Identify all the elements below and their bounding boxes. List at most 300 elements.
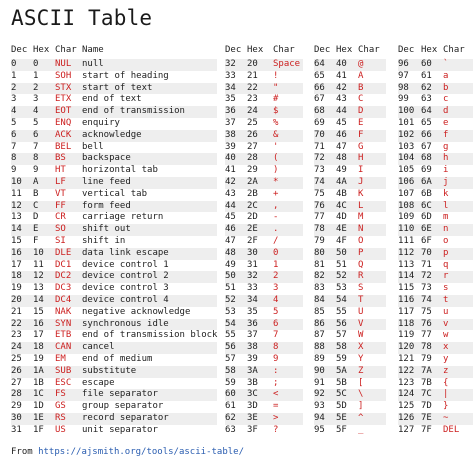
cell-char: < <box>273 389 303 401</box>
cell-dec: 71 <box>314 141 325 152</box>
table-row <box>314 425 386 437</box>
cell-dec: 94 <box>314 413 336 425</box>
cell-dec: 74 <box>314 177 336 189</box>
cell-char: , <box>273 201 303 213</box>
cell-name: bell <box>82 141 104 152</box>
cell-dec: 114 <box>398 271 421 283</box>
table-row <box>398 260 473 272</box>
cell-dec: 99 <box>398 94 409 105</box>
cell-dec: 55 <box>225 330 236 341</box>
cell-hex: 27 <box>247 141 258 152</box>
table-row <box>314 389 386 401</box>
cell-name: synchronous idle <box>82 319 217 331</box>
ascii-table-block-uppercase <box>314 45 386 437</box>
ascii-table-block-lowercase <box>398 45 473 437</box>
cell-dec: 46 <box>225 224 247 236</box>
table-row <box>398 401 473 413</box>
table-row <box>314 260 386 272</box>
cell-char: ! <box>273 70 279 81</box>
cell-char: = <box>273 401 279 412</box>
table-row <box>314 342 386 354</box>
table-row <box>398 94 473 106</box>
table-row <box>225 224 303 236</box>
cell-char: / <box>273 235 279 246</box>
cell-dec: 33 <box>225 70 236 81</box>
cell-hex: 79 <box>421 353 432 364</box>
cell-dec: 18 <box>11 271 33 283</box>
cell-char: R <box>358 271 386 283</box>
table-row <box>314 224 386 236</box>
cell-dec: 120 <box>398 342 421 354</box>
cell-dec: 16 <box>11 248 33 260</box>
cell-char: K <box>358 188 364 199</box>
table-row <box>314 319 386 331</box>
cell-dec: 93 <box>314 401 325 412</box>
cell-char: ' <box>273 141 279 152</box>
cell-char: G <box>358 141 364 152</box>
table-row <box>314 71 386 83</box>
cell-dec: 62 <box>225 413 247 425</box>
cell-char: M <box>358 212 364 223</box>
table-row <box>11 236 217 248</box>
cell-char: ^ <box>358 413 386 425</box>
cell-char: VT <box>55 188 66 199</box>
cell-char: O <box>358 235 364 246</box>
cell-char: ACK <box>55 130 82 142</box>
cell-dec: 77 <box>314 212 325 223</box>
cell-dec: 95 <box>314 424 325 435</box>
cell-char: r <box>443 271 473 283</box>
cell-hex: 26 <box>247 130 273 142</box>
cell-char: c <box>443 94 449 105</box>
table-row <box>314 307 386 319</box>
cell-dec: 124 <box>398 389 421 401</box>
cell-hex: 45 <box>336 117 347 128</box>
cell-hex: 1B <box>33 377 44 388</box>
cell-char: g <box>443 141 449 152</box>
table-row <box>314 401 386 413</box>
table-row <box>225 307 303 319</box>
table-row <box>314 366 386 378</box>
table-row <box>314 378 386 390</box>
table-row <box>314 165 386 177</box>
cell-char: v <box>443 319 473 331</box>
cell-char: SOH <box>55 70 72 81</box>
cell-char: s <box>443 283 449 294</box>
cell-hex: 8 <box>33 153 55 165</box>
cell-dec: 29 <box>11 401 22 412</box>
table-row <box>398 342 473 354</box>
cell-hex: 6F <box>421 235 432 246</box>
cell-char: T <box>358 295 386 307</box>
cell-hex: 15 <box>33 306 44 317</box>
table-row <box>11 413 217 425</box>
table-row <box>314 142 386 154</box>
cell-hex: 25 <box>247 117 258 128</box>
cell-dec: 52 <box>225 295 247 307</box>
table-row <box>314 236 386 248</box>
table-row <box>11 94 217 106</box>
cell-char: k <box>443 188 449 199</box>
cell-hex: 43 <box>336 94 347 105</box>
cell-hex: 7B <box>421 377 432 388</box>
cell-char: NUL <box>55 59 82 71</box>
source-prefix: From <box>11 447 39 457</box>
cell-name: device control 1 <box>82 259 169 270</box>
cell-hex: 77 <box>421 330 432 341</box>
cell-dec: 50 <box>225 271 247 283</box>
cell-dec: 89 <box>314 353 325 364</box>
cell-dec: 76 <box>314 201 336 213</box>
cell-hex: 28 <box>247 153 273 165</box>
cell-hex: 63 <box>421 94 432 105</box>
cell-char: P <box>358 248 386 260</box>
source-line <box>11 447 244 457</box>
table-row <box>398 71 473 83</box>
cell-name: null <box>82 59 217 71</box>
cell-hex: 2E <box>247 224 273 236</box>
cell-name: substitute <box>82 366 217 378</box>
cell-dec: 81 <box>314 259 325 270</box>
cell-char: SYN <box>55 319 82 331</box>
table-row <box>11 71 217 83</box>
cell-char: L <box>358 201 386 213</box>
cell-name: horizontal tab <box>82 165 158 176</box>
cell-hex: 12 <box>33 271 55 283</box>
cell-name: shift in <box>82 235 126 246</box>
cell-hex: 40 <box>336 59 358 71</box>
cell-name: start of text <box>82 83 217 95</box>
cell-hex: F <box>33 235 39 246</box>
cell-dec: 6 <box>11 130 33 142</box>
cell-char: a <box>443 70 449 81</box>
cell-char: N <box>358 224 386 236</box>
table-row <box>11 342 217 354</box>
cell-hex: 3D <box>247 401 258 412</box>
table-row <box>398 59 473 71</box>
cell-char: $ <box>273 106 303 118</box>
table-row <box>11 142 217 154</box>
cell-hex: 4B <box>336 188 347 199</box>
cell-hex: 18 <box>33 342 55 354</box>
cell-char: @ <box>358 59 386 71</box>
cell-hex: 55 <box>336 306 347 317</box>
cell-dec: 70 <box>314 130 336 142</box>
cell-char: GS <box>55 401 66 412</box>
cell-dec: 79 <box>314 235 325 246</box>
cell-hex: 4F <box>336 235 347 246</box>
cell-char: \ <box>358 389 386 401</box>
table-row <box>11 295 217 307</box>
cell-dec: 1 <box>11 70 17 81</box>
table-row <box>11 389 217 401</box>
cell-dec: 35 <box>225 94 236 105</box>
cell-hex: 10 <box>33 248 55 260</box>
cell-char: d <box>443 106 473 118</box>
cell-dec: 105 <box>398 165 415 176</box>
table-row <box>398 118 473 130</box>
cell-char: o <box>443 235 449 246</box>
ascii-table <box>11 45 217 437</box>
table-row <box>225 413 303 425</box>
cell-hex: 6B <box>421 188 432 199</box>
cell-dec: 67 <box>314 94 325 105</box>
cell-char: U <box>358 306 364 317</box>
table-row <box>225 354 303 366</box>
cell-hex: 4C <box>336 201 358 213</box>
cell-char: i <box>443 165 449 176</box>
cell-dec: 22 <box>11 319 33 331</box>
cell-dec: 85 <box>314 306 325 317</box>
cell-hex: 11 <box>33 259 44 270</box>
cell-hex: C <box>33 201 55 213</box>
cell-char: HT <box>55 165 66 176</box>
cell-hex: 7D <box>421 401 432 412</box>
table-row <box>225 366 303 378</box>
cell-hex: 52 <box>336 271 358 283</box>
cell-hex: 31 <box>247 259 258 270</box>
cell-char: E <box>358 117 364 128</box>
cell-dec: 102 <box>398 130 421 142</box>
table-row <box>398 354 473 366</box>
cell-name: carriage return <box>82 212 164 223</box>
cell-dec: 113 <box>398 259 415 270</box>
cell-dec: 8 <box>11 153 33 165</box>
cell-dec: 32 <box>225 59 247 71</box>
cell-char: CAN <box>55 342 82 354</box>
table-row <box>398 330 473 342</box>
cell-char: > <box>273 413 303 425</box>
cell-dec: 9 <box>11 165 17 176</box>
cell-dec: 75 <box>314 188 325 199</box>
cell-dec: 14 <box>11 224 33 236</box>
cell-char: | <box>443 389 473 401</box>
table-row <box>225 236 303 248</box>
cell-hex: 74 <box>421 295 443 307</box>
table-row <box>11 271 217 283</box>
cell-char: S <box>358 283 364 294</box>
cell-dec: 66 <box>314 83 336 95</box>
table-row <box>225 248 303 260</box>
table-row <box>398 307 473 319</box>
cell-char: # <box>273 94 279 105</box>
cell-hex: 5D <box>336 401 347 412</box>
cell-dec: 119 <box>398 330 415 341</box>
cell-dec: 73 <box>314 165 325 176</box>
cell-hex: 37 <box>247 330 258 341</box>
table-row <box>314 248 386 260</box>
cell-char: STX <box>55 83 82 95</box>
cell-char: 4 <box>273 295 303 307</box>
table-row <box>11 401 217 413</box>
cell-hex: 39 <box>247 353 258 364</box>
cell-hex: A <box>33 177 55 189</box>
cell-dec: 108 <box>398 201 421 213</box>
table-row <box>225 177 303 189</box>
cell-char: l <box>443 201 473 213</box>
cell-char: - <box>273 212 279 223</box>
table-row <box>11 354 217 366</box>
cell-hex: 6A <box>421 177 443 189</box>
cell-dec: 118 <box>398 319 421 331</box>
cell-hex: 4E <box>336 224 358 236</box>
cell-char: 5 <box>273 306 279 317</box>
table-row <box>11 224 217 236</box>
ascii-table <box>398 45 473 437</box>
cell-char: y <box>443 353 449 364</box>
cell-char: ? <box>273 424 279 435</box>
table-row <box>398 106 473 118</box>
cell-name: device control 2 <box>82 271 217 283</box>
table-row <box>314 94 386 106</box>
cell-char: * <box>273 177 303 189</box>
cell-name: file separator <box>82 389 217 401</box>
cell-char: DEL <box>443 424 460 435</box>
cell-char: DC3 <box>55 283 72 294</box>
cell-dec: 42 <box>225 177 247 189</box>
cell-hex: 4D <box>336 212 347 223</box>
cell-dec: 31 <box>11 424 22 435</box>
cell-char: m <box>443 212 449 223</box>
cell-dec: 21 <box>11 306 22 317</box>
cell-dec: 59 <box>225 377 236 388</box>
cell-char: J <box>358 177 386 189</box>
cell-char: h <box>443 153 473 165</box>
cell-char: Z <box>358 366 386 378</box>
cell-char: DC1 <box>55 259 72 270</box>
cell-dec: 109 <box>398 212 415 223</box>
cell-hex: 2F <box>247 235 258 246</box>
cell-dec: 13 <box>11 212 22 223</box>
cell-hex: 20 <box>247 59 273 71</box>
cell-dec: 49 <box>225 259 236 270</box>
cell-dec: 40 <box>225 153 247 165</box>
table-row <box>11 319 217 331</box>
column-header-hex: Hex <box>33 45 50 56</box>
table-row <box>314 83 386 95</box>
table-row <box>314 130 386 142</box>
cell-hex: 72 <box>421 271 443 283</box>
cell-char: BEL <box>55 141 72 152</box>
column-header-char: Char <box>55 45 77 56</box>
table-row <box>314 201 386 213</box>
cell-name: vertical tab <box>82 188 148 199</box>
cell-char: V <box>358 319 386 331</box>
table-row <box>398 224 473 236</box>
cell-dec: 48 <box>225 248 247 260</box>
cell-hex: 3B <box>247 377 258 388</box>
cell-name: device control 3 <box>82 283 169 294</box>
cell-char: w <box>443 330 449 341</box>
cell-dec: 58 <box>225 366 247 378</box>
cell-hex: 69 <box>421 165 432 176</box>
cell-name: cancel <box>82 342 217 354</box>
cell-char: D <box>358 106 386 118</box>
cell-hex: 36 <box>247 319 273 331</box>
cell-char: X <box>358 342 386 354</box>
cell-hex: 50 <box>336 248 358 260</box>
cell-dec: 64 <box>314 59 336 71</box>
table-row <box>11 307 217 319</box>
cell-char: EM <box>55 353 66 364</box>
cell-char: z <box>443 366 473 378</box>
cell-name: end of transmission block <box>82 330 218 341</box>
table-row <box>314 330 386 342</box>
cell-dec: 37 <box>225 117 236 128</box>
cell-dec: 110 <box>398 224 421 236</box>
cell-hex: 6E <box>421 224 443 236</box>
table-row <box>398 153 473 165</box>
cell-hex: 2C <box>247 201 273 213</box>
ascii-table <box>314 45 386 437</box>
cell-dec: 24 <box>11 342 33 354</box>
cell-hex: 9 <box>33 165 39 176</box>
cell-dec: 23 <box>11 330 22 341</box>
cell-dec: 44 <box>225 201 247 213</box>
cell-char: LF <box>55 177 82 189</box>
cell-char: f <box>443 130 473 142</box>
cell-char: ] <box>358 401 364 412</box>
cell-dec: 2 <box>11 83 33 95</box>
cell-hex: 5 <box>33 117 39 128</box>
source-link[interactable]: https://ajsmith.org/tools/ascii-table/ <box>38 447 244 457</box>
ascii-table-block-symbols <box>225 45 303 437</box>
table-row <box>314 354 386 366</box>
page-title: ASCII Table <box>11 6 153 30</box>
table-row <box>11 283 217 295</box>
cell-char: u <box>443 306 449 317</box>
table-row <box>225 342 303 354</box>
cell-dec: 68 <box>314 106 336 118</box>
cell-char: 2 <box>273 271 303 283</box>
table-row <box>314 413 386 425</box>
cell-name: enquiry <box>82 117 120 128</box>
cell-hex: 75 <box>421 306 432 317</box>
cell-hex: 7F <box>421 424 432 435</box>
cell-dec: 3 <box>11 94 17 105</box>
cell-dec: 30 <box>11 413 33 425</box>
cell-hex: E <box>33 224 55 236</box>
cell-char: x <box>443 342 473 354</box>
cell-char: t <box>443 295 473 307</box>
column-header-dec: Dec <box>398 45 415 56</box>
cell-hex: 68 <box>421 153 443 165</box>
table-row <box>314 153 386 165</box>
table-row <box>398 389 473 401</box>
cell-dec: 96 <box>398 59 421 71</box>
cell-hex: D <box>33 212 39 223</box>
column-header-dec: Dec <box>314 45 331 56</box>
cell-char: 7 <box>273 330 279 341</box>
cell-dec: 123 <box>398 377 415 388</box>
cell-hex: 22 <box>247 83 273 95</box>
column-header-name: Name <box>82 45 104 56</box>
cell-dec: 12 <box>11 201 33 213</box>
cell-hex: 3 <box>33 94 39 105</box>
cell-hex: 33 <box>247 283 258 294</box>
table-row <box>398 212 473 224</box>
table-row <box>314 177 386 189</box>
cell-hex: 4A <box>336 177 358 189</box>
cell-dec: 36 <box>225 106 247 118</box>
cell-char: A <box>358 70 364 81</box>
cell-hex: 73 <box>421 283 432 294</box>
cell-dec: 63 <box>225 424 236 435</box>
cell-dec: 0 <box>11 59 33 71</box>
cell-char: FF <box>55 201 82 213</box>
cell-hex: 44 <box>336 106 358 118</box>
cell-char: DC2 <box>55 271 82 283</box>
